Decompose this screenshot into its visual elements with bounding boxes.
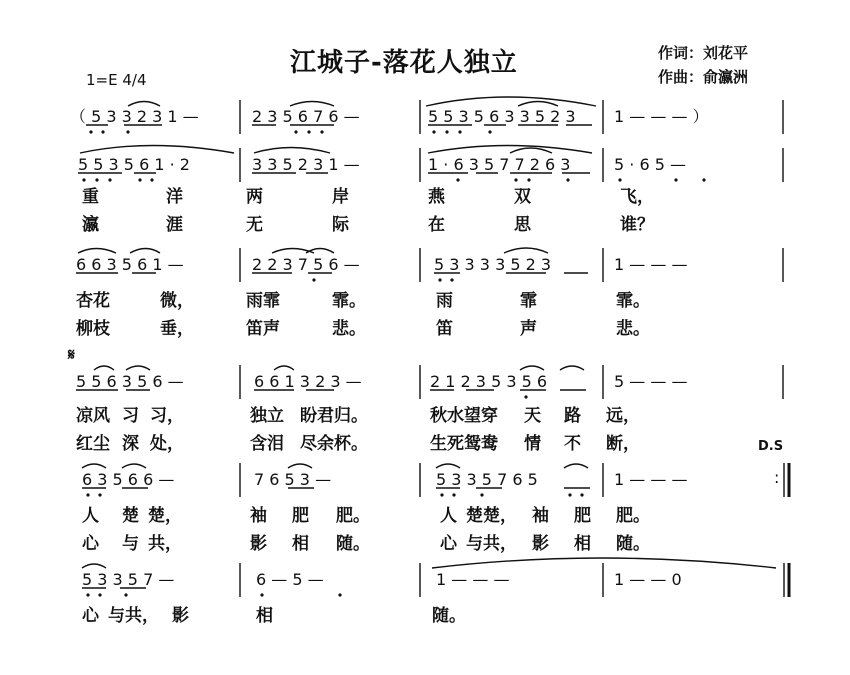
lyric: 楚 <box>122 506 139 526</box>
slur <box>78 249 116 254</box>
measure: 1 · 6 3 5 7 7 2 6 3 <box>428 155 571 174</box>
lyric: 双 <box>514 187 531 207</box>
lyric: 与 <box>122 534 139 554</box>
lyric: 与共， <box>108 606 159 626</box>
lyric: 霏。 <box>332 291 366 311</box>
measure: 2 1 2 3 5 3 5 6 <box>430 372 548 391</box>
lyric: 尽余杯。 <box>300 434 368 454</box>
lyric: 习 <box>122 406 139 426</box>
octave-dot <box>450 278 453 281</box>
measure: 1 — — — <box>614 255 688 274</box>
octave-dot <box>95 178 98 181</box>
lyric: 随。 <box>616 534 650 554</box>
lyric: 心 <box>440 534 457 554</box>
lyric: 不 <box>564 434 581 454</box>
lyric: 岸 <box>332 187 349 207</box>
octave-dot <box>101 130 104 133</box>
lyric: 燕 <box>428 187 445 207</box>
octave-dot <box>580 493 583 496</box>
lyric: 飞， <box>620 187 654 207</box>
lyric: 肥。 <box>616 506 650 526</box>
slur <box>510 148 552 153</box>
lyric: 悲。 <box>332 319 366 339</box>
lyric: 瀛 <box>82 215 99 235</box>
lyric: 杏花 <box>76 291 110 311</box>
measure: 5 — — — <box>614 372 688 391</box>
key-signature: 1=E 4/4 <box>86 71 147 89</box>
slur <box>426 97 596 106</box>
measure: 6 3 5 6 6 — <box>82 470 175 489</box>
measure: 5 · 6 5 — <box>614 155 686 174</box>
lyric: 含泪 <box>250 434 284 454</box>
lyric: 路 <box>564 406 581 426</box>
lyric: 肥 <box>292 506 309 526</box>
lyric: 共， <box>148 534 182 554</box>
octave-dot <box>458 130 461 133</box>
lyric: 心 <box>82 606 99 626</box>
slur <box>518 102 558 107</box>
octave-dot <box>618 178 621 181</box>
measure: 1 — — 0 <box>614 570 682 589</box>
measure: 5 5 3 5 6 3 3 5 2 3 <box>428 107 576 126</box>
measure: （ 5 3 3 2 3 1 — <box>70 107 199 126</box>
octave-dot <box>432 130 435 133</box>
lyric: 影 <box>250 534 267 554</box>
measure: 5 3 3 5 7 6 5 <box>436 470 538 489</box>
lyric: 凉风 <box>76 406 110 426</box>
slur <box>130 249 160 254</box>
lyric: 洋 <box>166 187 183 207</box>
octave-dot <box>456 178 459 181</box>
octave-dot <box>89 130 92 133</box>
slur <box>254 148 330 154</box>
lyric: 相 <box>256 606 273 626</box>
lyric: 人 <box>440 506 457 526</box>
lyric: 两 <box>246 187 263 207</box>
slur <box>82 464 106 468</box>
octave-dot <box>524 395 527 398</box>
measure: 5 5 6 3 5 6 — <box>76 372 184 391</box>
lyric: 霏 <box>520 291 537 311</box>
lyric: 盼君归。 <box>300 406 368 426</box>
slur <box>126 366 150 370</box>
lyric: 远， <box>606 406 640 426</box>
measure: 1 — — — <box>436 570 510 589</box>
dal-segno-mark: D.S <box>758 439 784 454</box>
octave-dot <box>86 493 89 496</box>
octave-dot <box>98 493 101 496</box>
lyricist-credit: 作词：刘花平 <box>658 44 749 62</box>
measure: 6 6 1 3 2 3 — <box>254 372 362 391</box>
octave-dot <box>702 178 705 181</box>
lyric: 相 <box>574 534 591 554</box>
lyric: 断， <box>606 434 640 454</box>
octave-dot <box>674 178 677 181</box>
slur <box>520 366 544 370</box>
lyric: 影 <box>532 534 549 554</box>
segno-mark: 𝄋 <box>68 345 75 364</box>
octave-dot <box>312 278 315 281</box>
slur <box>82 564 106 568</box>
measure: 5 3 3 3 3 5 2 3 <box>434 255 552 274</box>
slur <box>274 366 294 370</box>
octave-dot <box>82 178 85 181</box>
measure: 6 6 3 5 6 1 — <box>76 255 184 274</box>
lyric: 肥 <box>574 506 591 526</box>
lyric: 处， <box>150 434 184 454</box>
lyric: 习， <box>150 406 184 426</box>
octave-dot <box>445 130 448 133</box>
octave-dot <box>568 493 571 496</box>
measure: 3 3 5 2 3 1 — <box>252 155 360 174</box>
lyric: 思 <box>514 215 531 235</box>
octave-dot <box>126 130 129 133</box>
lyric: 深 <box>122 434 139 454</box>
slur <box>122 464 146 468</box>
lyric: 微， <box>160 291 194 311</box>
measure: 7 6 5 3 — <box>254 470 332 489</box>
lyric: 随。 <box>432 606 466 626</box>
measure: 6 — 5 — <box>256 570 324 589</box>
slur <box>128 102 160 107</box>
slur <box>290 102 334 107</box>
measure: 5 5 3 5 6 1 · 2 <box>78 155 190 174</box>
lyric: 相 <box>292 534 309 554</box>
lyric: 袖 <box>532 506 549 526</box>
lyric: 笛 <box>436 319 453 339</box>
octave-dot <box>124 593 127 596</box>
lyric: 与共， <box>466 534 517 554</box>
octave-dot <box>438 278 441 281</box>
lyric: 心 <box>82 534 99 554</box>
measure: 2 2 3 7 5 6 — <box>252 255 360 274</box>
octave-dot <box>488 130 491 133</box>
lyric: 红尘 <box>76 434 110 454</box>
lyric: 肥。 <box>336 506 370 526</box>
octave-dot <box>566 178 569 181</box>
octave-dot <box>307 130 310 133</box>
lyric: 楚楚， <box>466 506 517 526</box>
lyric: 独立 <box>250 406 284 426</box>
lyric: 情 <box>524 434 541 454</box>
slur <box>94 366 114 370</box>
lyric: 笛声 <box>246 319 280 339</box>
slur <box>288 464 312 468</box>
lyric: 生死鸳鸯 <box>430 434 498 454</box>
lyric: 悲。 <box>616 319 650 339</box>
octave-dot <box>260 593 263 596</box>
repeat-dots: : <box>774 468 780 487</box>
lyric: 谁？ <box>620 215 654 235</box>
lyric: 随。 <box>336 534 370 554</box>
song-title: 江城子-落花人独立 <box>290 48 518 78</box>
slur <box>436 464 460 468</box>
octave-dot <box>294 130 297 133</box>
octave-dot <box>108 178 111 181</box>
lyric: 重 <box>82 187 99 207</box>
slur <box>432 558 776 568</box>
slur <box>306 249 334 254</box>
octave-dot <box>527 178 530 181</box>
lyric: 无 <box>246 215 263 235</box>
octave-dot <box>150 178 153 181</box>
slur <box>560 366 584 370</box>
lyric: 袖 <box>250 506 267 526</box>
octave-dot <box>440 493 443 496</box>
lyric: 垂， <box>160 319 194 339</box>
lyric: 在 <box>428 215 445 235</box>
lyric: 人 <box>82 506 99 526</box>
octave-dot <box>138 178 141 181</box>
measure: 2 3 5 6 7 6 — <box>252 107 360 126</box>
octave-dot <box>320 130 323 133</box>
slur <box>504 248 548 253</box>
slur <box>428 146 592 154</box>
octave-dot <box>338 593 341 596</box>
octave-dot <box>514 178 517 181</box>
octave-dot <box>86 593 89 596</box>
lyric: 际 <box>332 215 349 235</box>
lyric: 声 <box>520 319 537 339</box>
lyric: 秋水望穿 <box>430 406 498 426</box>
composer-credit: 作曲：俞瀛洲 <box>658 68 749 86</box>
lyric: 影 <box>172 606 189 626</box>
lyric: 涯 <box>166 215 183 235</box>
lyric: 雨霏 <box>246 291 280 311</box>
octave-dot <box>480 493 483 496</box>
slur <box>564 464 588 468</box>
lyric: 霏。 <box>616 291 650 311</box>
measure: 1 — — — ） <box>614 107 709 126</box>
slur <box>80 146 234 154</box>
measure: 5 3 3 5 7 — <box>82 570 175 589</box>
lyric: 柳枝 <box>76 319 110 339</box>
lyric: 天 <box>524 406 541 426</box>
lyric: 雨 <box>436 291 453 311</box>
lyric: 楚， <box>148 506 182 526</box>
measure: 1 — — — <box>614 470 688 489</box>
octave-dot <box>98 593 101 596</box>
octave-dot <box>452 493 455 496</box>
